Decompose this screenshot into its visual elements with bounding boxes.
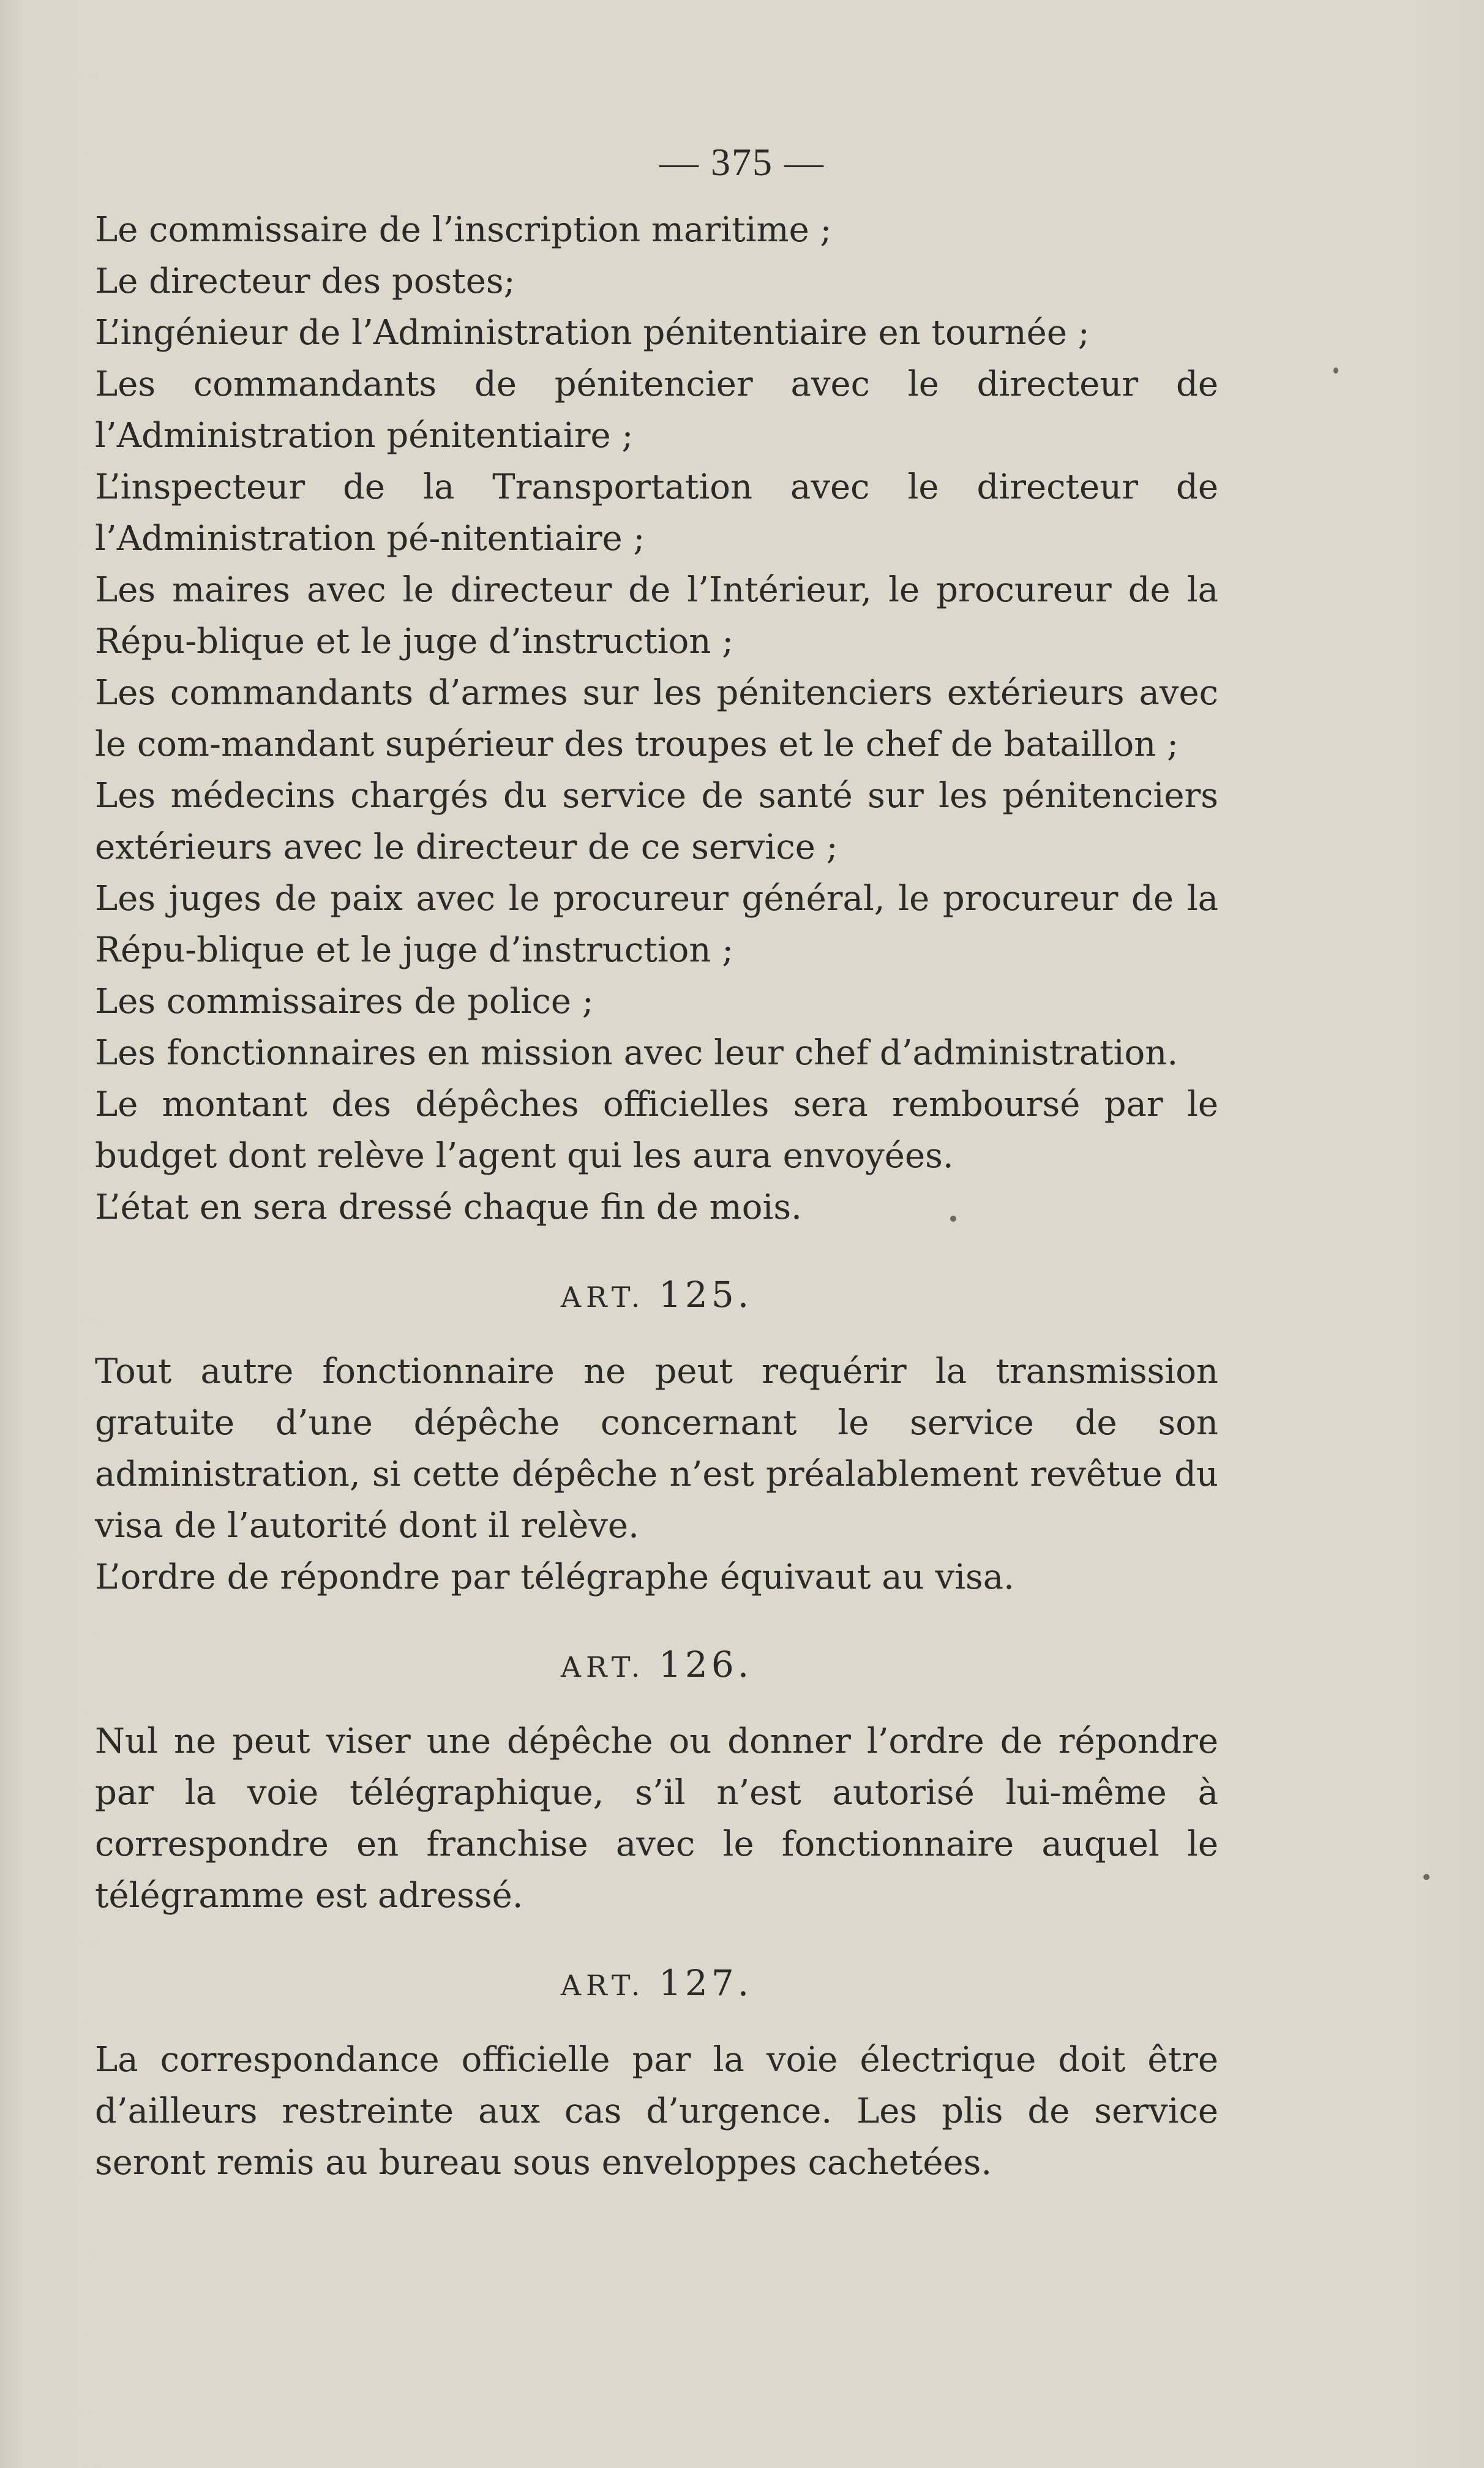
paragraph: Les commissaires de police ; (95, 982, 594, 1021)
paper-speck (950, 1216, 956, 1222)
article-heading-125: ART. 125. (560, 1274, 753, 1315)
paragraph: Les commandants de pénitencier avec le directeur de l’Administration pénitentiaire ; (95, 364, 1218, 456)
paragraph: L’ordre de répondre par télégraphe équivaut au visa. (95, 1557, 1014, 1597)
paragraph: Le directeur des postes; (95, 261, 515, 301)
paragraph: L’ingénieur de l’Administration pénitentiaire en tournée ; (95, 313, 1090, 353)
paragraph: Le montant des dépêches officielles sera remboursé par le budget dont relève l’agent qui les aura envoyées. (95, 1085, 1218, 1176)
paper-speck (1423, 1874, 1430, 1880)
paragraph: Les maires avec le directeur de l’Intérieur, le procureur de la Répu-blique et le juge d’instruction ; (95, 570, 1218, 661)
article-heading-127: ART. 127. (560, 1962, 753, 2004)
body-text (95, 205, 1218, 2189)
paragraph: L’inspecteur de la Transportation avec le directeur de l’Administration pé-nitentiaire ; (95, 467, 1218, 559)
page-number: — 375 — (659, 140, 825, 184)
paragraph: Les médecins chargés du service de santé sur les pénitenciers extérieurs avec le directeur de ce service ; (95, 776, 1218, 867)
article-heading-126: ART. 126. (560, 1644, 753, 1685)
paragraph: Tout autre fonctionnaire ne peut requérir la transmission gratuite d’une dépêche concernant le service de son administration, si cette dépêche n’est préalablement revêtue du visa de l’autorité dont il relève. (95, 1352, 1218, 1546)
paragraph: Les fonctionnaires en mission avec leur chef d’administration. (95, 1033, 1179, 1073)
paper-speck (1333, 367, 1338, 374)
paragraph: Le commissaire de l’inscription maritime ; (95, 210, 832, 250)
paragraph: L’état en sera dressé chaque fin de mois. (95, 1187, 802, 1227)
paragraph: La correspondance officielle par la voie électrique doit être d’ailleurs restreinte aux cas d’urgence. Les plis de service seront remis au bureau sous enveloppes cachetées. (95, 2040, 1218, 2183)
paragraph: Nul ne peut viser une dépêche ou donner l’ordre de répondre par la voie télégraphique, s’il n’est autorisé lui-même à correspondre en franchise avec le fonctionnaire auquel le télégramme est adressé. (95, 1721, 1218, 1916)
paragraph: Les juges de paix avec le procureur général, le procureur de la Répu-blique et le juge d’instruction ; (95, 879, 1218, 970)
paragraph: Les commandants d’armes sur les pénitenciers extérieurs avec le com-mandant supérieur des troupes et le chef de bataillon ; (95, 673, 1218, 764)
